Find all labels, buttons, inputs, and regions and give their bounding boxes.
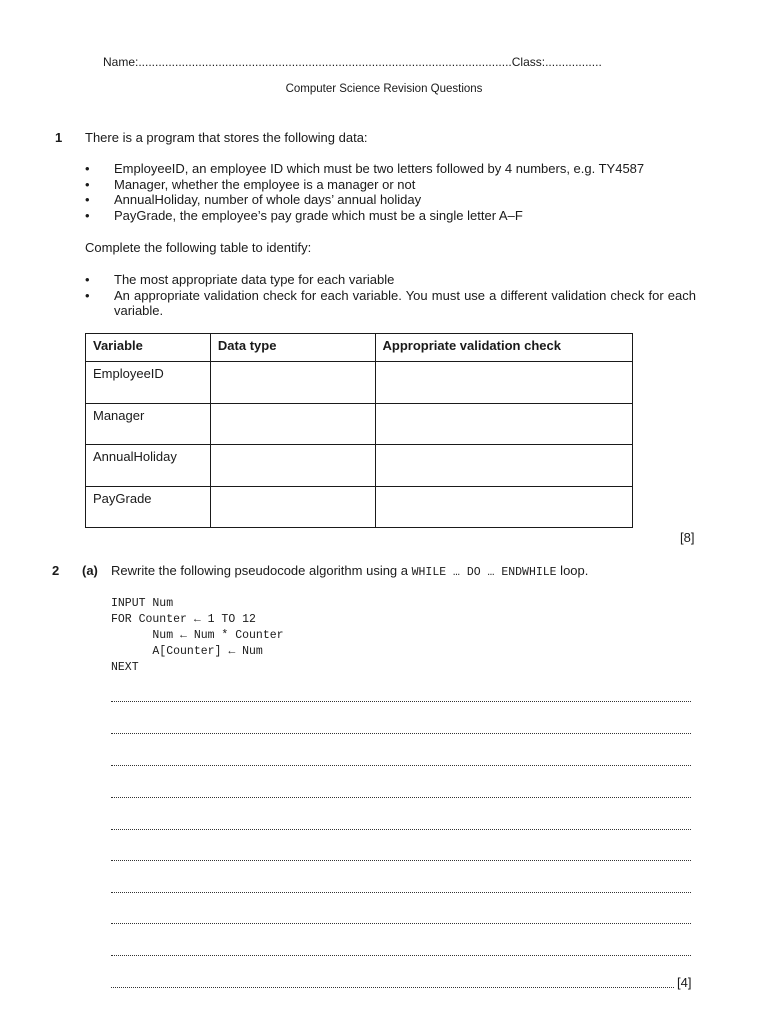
prompt-text: Rewrite the following pseudocode algorithm using a	[111, 563, 412, 578]
list-item: • AnnualHoliday, number of whole days’ annual holiday	[85, 192, 700, 208]
answer-line[interactable]	[111, 701, 691, 702]
validation-answer-cell[interactable]	[375, 486, 632, 528]
validation-answer-cell[interactable]	[375, 403, 632, 445]
question-1-number: 1	[55, 130, 63, 145]
prompt-code: WHILE … DO … ENDWHILE	[411, 566, 557, 579]
variable-cell: Manager	[86, 403, 211, 445]
variable-cell: PayGrade	[86, 486, 211, 528]
answer-line[interactable]	[111, 829, 691, 830]
answer-line[interactable]	[111, 733, 691, 734]
list-item: • An appropriate validation check for each variable. You must use a different validation check for each variable.	[85, 288, 696, 319]
question-1-marks: [8]	[680, 530, 695, 545]
name-label: Name:	[103, 55, 139, 69]
table-row	[86, 486, 633, 528]
answer-line[interactable]	[111, 765, 691, 766]
answer-line[interactable]	[111, 797, 691, 798]
answer-line[interactable]	[111, 955, 691, 956]
variable-cell: EmployeeID	[86, 362, 211, 404]
question-1-intro: There is a program that stores the following data:	[85, 130, 368, 145]
validation-answer-cell[interactable]	[375, 445, 632, 487]
answer-line[interactable]	[111, 923, 691, 924]
answer-line[interactable]	[111, 892, 691, 893]
data-type-answer-cell[interactable]	[210, 362, 375, 404]
question-2a-prompt	[111, 563, 588, 581]
data-type-answer-cell[interactable]	[210, 445, 375, 487]
question-2a-marks: [4]	[677, 975, 692, 990]
list-item: • The most appropriate data type for each variable	[85, 272, 696, 288]
data-items-list	[85, 161, 700, 223]
table-row	[86, 403, 633, 445]
prompt-text-end: loop.	[556, 563, 589, 578]
table-header-row	[86, 334, 633, 362]
table-row	[86, 445, 633, 487]
class-label: Class:	[511, 55, 546, 69]
header-variable: Variable	[86, 334, 211, 362]
name-class-line	[103, 55, 643, 69]
answer-table	[85, 333, 633, 528]
pseudocode-line: Num ← Num * Counter	[111, 629, 284, 642]
validation-answer-cell[interactable]	[375, 362, 632, 404]
question-1-instruction: Complete the following table to identify:	[85, 240, 312, 255]
answer-line[interactable]	[111, 860, 691, 861]
list-item: • EmployeeID, an employee ID which must be two letters followed by 4 numbers, e.g. TY4587	[85, 161, 700, 177]
pseudocode-line: FOR Counter ← 1 TO 12	[111, 613, 256, 626]
answer-line[interactable]	[111, 987, 674, 988]
variable-cell: AnnualHoliday	[86, 445, 211, 487]
question-2a-label: (a)	[82, 563, 98, 578]
name-field[interactable]: ................................................................................................................	[138, 55, 512, 69]
class-field[interactable]: .................	[545, 55, 602, 69]
question-2-number: 2	[52, 563, 60, 578]
pseudocode-line: A[Counter] ← Num	[111, 645, 263, 658]
pseudocode-line: INPUT Num	[111, 597, 174, 610]
data-type-answer-cell[interactable]	[210, 486, 375, 528]
header-validation-check: Appropriate validation check	[375, 334, 632, 362]
header-data-type: Data type	[210, 334, 375, 362]
document-title: Computer Science Revision Questions	[285, 83, 483, 95]
requirements-list	[85, 272, 696, 319]
pseudocode-line: NEXT	[111, 661, 139, 674]
list-item: • Manager, whether the employee is a manager or not	[85, 177, 700, 193]
data-type-answer-cell[interactable]	[210, 403, 375, 445]
list-item: • PayGrade, the employee’s pay grade which must be a single letter A–F	[85, 208, 700, 224]
table-row	[86, 362, 633, 404]
